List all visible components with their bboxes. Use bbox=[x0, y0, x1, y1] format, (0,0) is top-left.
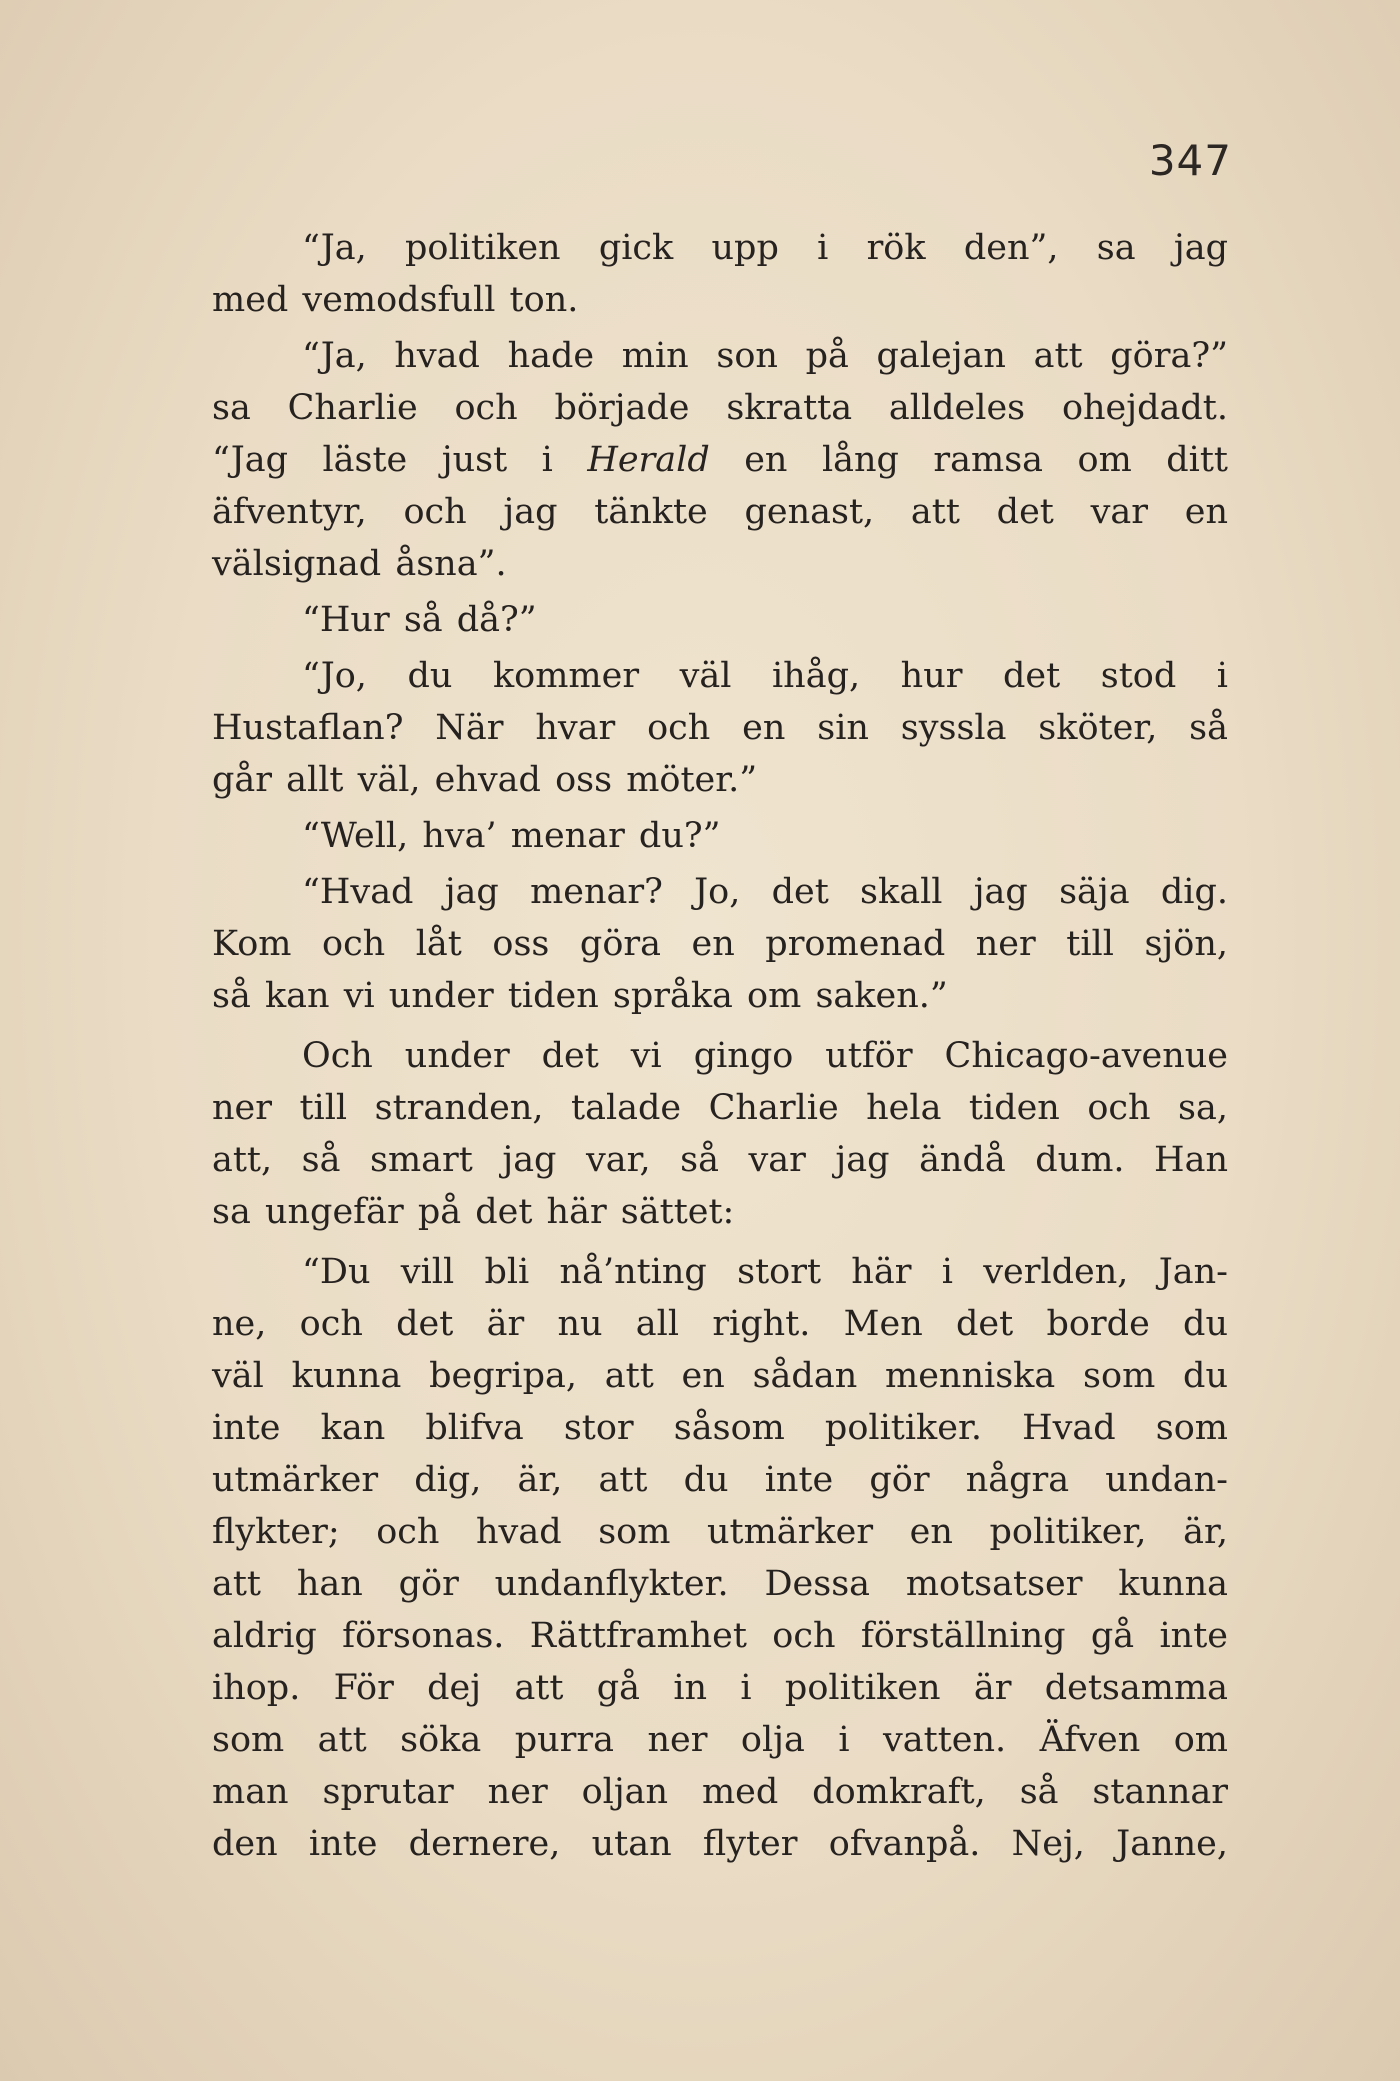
text-line: “Hur så då?” bbox=[302, 600, 537, 640]
text-line: “Jo, du kommer väl ihåg, hur det stod i bbox=[302, 656, 1228, 696]
text-line: går allt väl, ehvad oss möter.” bbox=[212, 760, 758, 800]
text-line: äfventyr, och jag tänkte genast, att det var en bbox=[212, 492, 1228, 532]
text-line: Och under det vi gingo utför Chicago-avenue bbox=[302, 1036, 1228, 1076]
body-text bbox=[212, 222, 1228, 1870]
text-line: “Hvad jag menar? Jo, det skall jag säja dig. bbox=[302, 872, 1228, 912]
text-line: att, så smart jag var, så var jag ändå dum. Han bbox=[212, 1140, 1228, 1180]
text-line: inte kan blifva stor såsom politiker. Hvad som bbox=[212, 1408, 1228, 1448]
text-line: ner till stranden, talade Charlie hela tiden och sa, bbox=[212, 1088, 1228, 1128]
text-line: välsignad åsna”. bbox=[212, 544, 507, 584]
text-line: ne, och det är nu all right. Men det borde du bbox=[212, 1304, 1228, 1344]
text-line: väl kunna begripa, att en sådan menniska som du bbox=[212, 1356, 1228, 1396]
text-line: som att söka purra ner olja i vatten. Äfven om bbox=[212, 1720, 1228, 1760]
text-line: “Ja, hvad hade min son på galejan att göra?” bbox=[302, 336, 1228, 376]
text-line: den inte dernere, utan flyter ofvanpå. Nej, Janne, bbox=[212, 1824, 1228, 1864]
text-fragment: en lång ramsa om ditt bbox=[709, 440, 1228, 480]
text-line: så kan vi under tiden språka om saken.” bbox=[212, 976, 948, 1016]
text-line: att han gör undanflykter. Dessa motsatser kunna bbox=[212, 1564, 1228, 1604]
italic-title: Herald bbox=[587, 440, 710, 480]
text-fragment: “Jag läste just i bbox=[212, 440, 588, 480]
text-line: ihop. För dej att gå in i politiken är detsamma bbox=[212, 1668, 1228, 1708]
text-line: aldrig försonas. Rättframhet och förställning gå inte bbox=[212, 1616, 1228, 1656]
text-line: “Well, hva’ menar du?” bbox=[302, 816, 721, 856]
text-line: sa Charlie och började skratta alldeles ohejdadt. bbox=[212, 388, 1228, 428]
page-number: 347 bbox=[1148, 136, 1232, 185]
text-line: med vemodsfull ton. bbox=[212, 280, 579, 320]
text-line: Kom och låt oss göra en promenad ner till sjön, bbox=[212, 924, 1228, 964]
text-line: flykter; och hvad som utmärker en politiker, är, bbox=[212, 1512, 1228, 1552]
text-line: “Du vill bli nå’nting stort här i verlden, Jan- bbox=[302, 1252, 1228, 1292]
text-line: “Ja, politiken gick upp i rök den”, sa jag bbox=[302, 228, 1228, 268]
text-line: Hustaflan? När hvar och en sin syssla sköter, så bbox=[212, 708, 1228, 748]
text-line: utmärker dig, är, att du inte gör några undan- bbox=[212, 1460, 1228, 1500]
text-line: man sprutar ner oljan med domkraft, så stannar bbox=[212, 1772, 1228, 1812]
text-line bbox=[212, 434, 1228, 486]
text-line: sa ungefär på det här sättet: bbox=[212, 1192, 735, 1232]
